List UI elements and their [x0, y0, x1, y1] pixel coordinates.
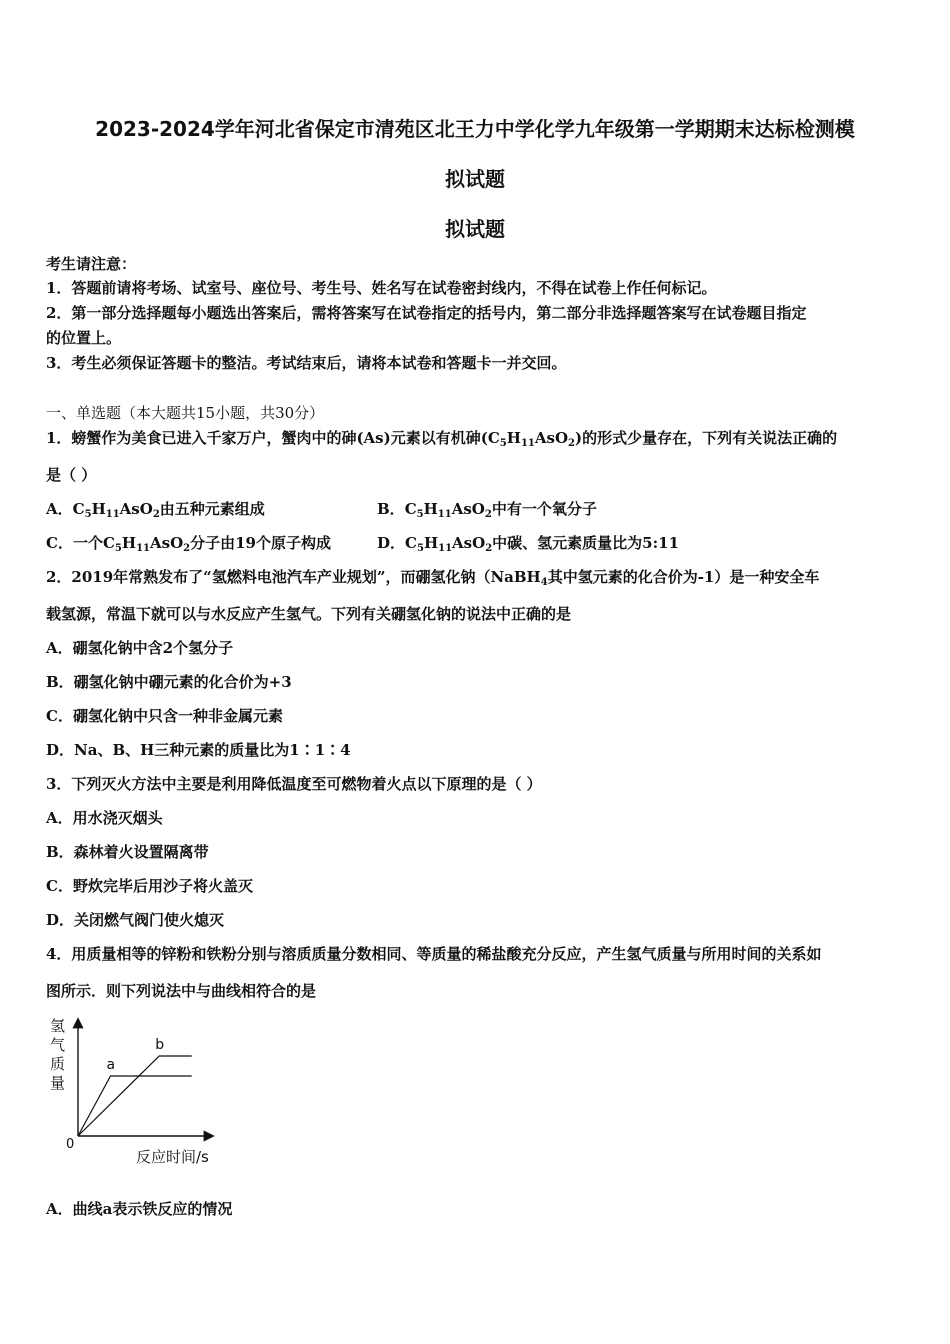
page-title-line2: 拟试题	[445, 167, 505, 191]
page-title-line3: 拟试题	[445, 217, 505, 241]
q2-option-b: B．硼氢化钠中硼元素的化合价为+3	[46, 673, 292, 691]
q3-option-c: C．野炊完毕后用沙子将火盖灭	[46, 877, 253, 895]
q1-option-b: B．$C_5H_{11}AsO_2$中有一个氧分子	[377, 500, 597, 520]
page-title-line1: 2023-2024学年河北省保定市清苑区北王力中学化学九年级第一学期期末达标检测模	[95, 117, 855, 141]
y-axis-label	[50, 1017, 65, 1092]
hydrogen-mass-graph	[44, 1014, 234, 1174]
section-heading: 一、单选题（本大题共15小题，共30分）	[46, 404, 325, 422]
notice-heading: 考生请注意：	[46, 255, 137, 273]
q3-option-a: A．用水浇灭烟头	[46, 809, 163, 827]
notice-item-2b: 的位置上。	[46, 329, 122, 347]
notice-item-2a: 2．第一部分选择题每小题选出答案后，需将答案写在试卷指定的括号内，第二部分非选择题答案写在试卷题目指定	[46, 304, 807, 322]
q4-stem-line2: 图所示．则下列说法中与曲线相符合的是	[46, 982, 317, 1000]
q2-option-d: D．Na、B、H三种元素的质量比为1∶1∶4	[46, 741, 351, 759]
q3-option-b: B．森林着火设置隔离带	[46, 843, 209, 861]
q2-option-c: C．硼氢化钠中只含一种非金属元素	[46, 707, 283, 725]
series-label-b: b	[155, 1037, 165, 1053]
y-axis-label-char: 量	[50, 1074, 66, 1092]
y-axis-label-char: 质	[50, 1055, 66, 1073]
q3-stem: 3．下列灭火方法中主要是利用降低温度至可燃物着火点以下原理的是（ ）	[46, 775, 542, 793]
x-axis-label: 反应时间/s	[136, 1148, 209, 1166]
q4-option-a: A．曲线a表示铁反应的情况	[46, 1200, 233, 1218]
series-line-b	[78, 1056, 192, 1136]
series-label-a: a	[106, 1057, 116, 1073]
origin-label: 0	[66, 1137, 75, 1152]
q1-stem: 1．螃蟹作为美食已进入千家万户，蟹肉中的砷(As)元素以有机砷$(C_5H_{11}AsO_2)$的形式少量存在，下列有关说法正确的	[46, 429, 838, 449]
q2-option-a: A．硼氢化钠中含2个氢分子	[46, 639, 234, 657]
y-axis-label-char: 气	[50, 1036, 66, 1054]
q1-option-d: D．$C_5H_{11}AsO_2$中碳、氢元素质量比为5:11	[377, 534, 680, 554]
q3-option-d: D．关闭燃气阀门使火熄灭	[46, 911, 225, 929]
y-axis-label-char: 氢	[50, 1017, 66, 1035]
q1-option-c: C．一个$C_5H_{11}AsO_2$分子由19个原子构成	[46, 534, 331, 554]
q1-option-a: A．$C_5H_{11}AsO_2$由五种元素组成	[46, 500, 265, 520]
series-lines	[78, 1037, 192, 1136]
q2-stem-line2: 载氢源，常温下就可以与水反应产生氢气。下列有关硼氢化钠的说法中正确的是	[46, 605, 572, 623]
q1-stem-line2: 是（ ）	[46, 466, 97, 484]
notice-item-1: 1．答题前请将考场、试室号、座位号、考生号、姓名写在试卷密封线内，不得在试卷上作任何标记。	[46, 279, 717, 297]
series-line-a	[78, 1076, 192, 1136]
notice-item-3: 3．考生必须保证答题卡的整洁。考试结束后，请将本试卷和答题卡一并交回。	[46, 354, 567, 372]
q4-stem: 4．用质量相等的锌粉和铁粉分别与溶质质量分数相同、等质量的稀盐酸充分反应，产生氢气质量与所用时间的关系如	[46, 945, 822, 963]
q2-stem: 2．2019年常熟发布了“氢燃料电池汽车产业规划”，而硼氢化钠（NaBH$_4$其中氢元素的化合价为-1）是一种安全车	[46, 568, 820, 588]
